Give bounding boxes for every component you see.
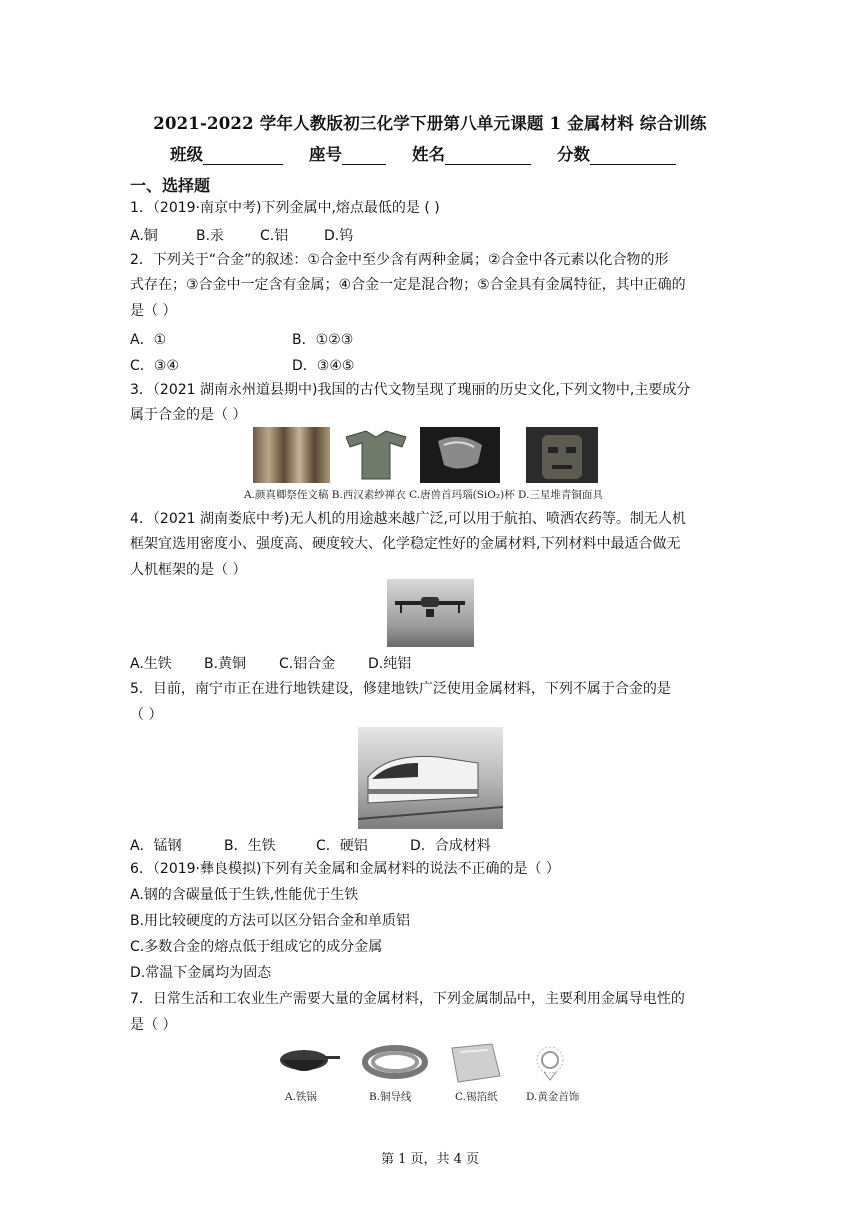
page-title: 2021-2022 学年人教版初三化学下册第八单元课题 1 金属材料 综合训练	[153, 114, 707, 133]
q5-options	[130, 835, 491, 855]
q1-option-c: C.铝	[260, 228, 289, 244]
q2-options-row1	[130, 329, 353, 349]
calligraphy-image	[253, 427, 330, 483]
name-label: 姓名	[412, 145, 445, 164]
q4-stem-line1: 4．（2021 湖南娄底中考)无人机的用途越来越广泛,可以用于航拍、喷洒农药等。制无人机	[130, 511, 686, 527]
q7-caption-a: A.铁锅	[285, 1091, 317, 1103]
q2-option-b: B．①②③	[292, 332, 354, 348]
q2-stem-line2: 式存在；③合金中一定含有金属；④合金一定是混合物；⑤合金具有金属特征，其中正确的	[130, 277, 686, 293]
score-field[interactable]	[590, 147, 676, 165]
q5-option-b: B．生铁	[224, 838, 276, 854]
name-field[interactable]	[445, 147, 531, 165]
q7-caption-b: B.铜导线	[369, 1091, 412, 1103]
wok-image	[276, 1042, 340, 1082]
gold-jewelry-image	[530, 1042, 570, 1082]
q3-stem-line1: 3．（2021 湖南永州道县期中)我国的古代文物呈现了瑰丽的历史文化,下列文物中,主要成分	[130, 382, 691, 398]
q1-stem: 1．（2019·南京中考)下列金属中,熔点最低的是 ( )	[130, 200, 440, 216]
seat-field[interactable]	[342, 147, 386, 165]
score-label: 分数	[557, 145, 590, 164]
q5-option-c: C．硬铝	[316, 838, 368, 854]
q5-stem-line2: （ ）	[130, 707, 163, 723]
bronze-mask-image	[526, 427, 598, 483]
q2-options-row2	[130, 355, 354, 375]
q6-stem: 6．（2019·彝良模拟)下列有关金属和金属材料的说法不正确的是（ ）	[130, 861, 560, 877]
q2-option-d: D．③④⑤	[292, 358, 355, 374]
q2-option-c: C．③④	[130, 358, 179, 374]
q1-options	[130, 225, 353, 245]
q1-option-d: D.钨	[324, 228, 354, 244]
class-label: 班级	[170, 145, 203, 164]
q2-option-a: A．①	[130, 332, 167, 348]
q3-image-caption: A.颜真卿祭侄文稿 B.西汉素纱禅衣 C.唐兽首玛瑙(SiO₂)杯 D.三星堆青铜面具	[244, 489, 603, 501]
q6-option-c: C.多数合金的熔点低于组成它的成分金属	[130, 939, 383, 955]
q5-option-d: D．合成材料	[410, 838, 491, 854]
q7-caption-d: D.黄金首饰	[526, 1091, 580, 1103]
q1-option-a: A.铜	[130, 228, 158, 244]
tin-foil-image	[448, 1042, 504, 1084]
q4-option-b: B.黄铜	[204, 656, 247, 672]
section-heading: 一、选择题	[130, 176, 211, 195]
q1-option-b: B.汞	[196, 228, 225, 244]
metro-train-image	[358, 727, 503, 829]
page-footer: 第 1 页，共 4 页	[380, 1152, 480, 1167]
q4-option-c: C.铝合金	[279, 656, 336, 672]
class-field[interactable]	[203, 147, 283, 165]
q2-stem-line3: 是（ ）	[130, 303, 177, 319]
q5-option-a: A．锰钢	[130, 838, 182, 854]
q4-option-d: D.纯铝	[368, 656, 412, 672]
q6-option-d: D.常温下金属均为固态	[130, 965, 272, 981]
copper-wire-image	[360, 1042, 430, 1082]
q4-option-a: A.生铁	[130, 656, 172, 672]
agate-cup-image	[420, 427, 500, 483]
silk-robe-image	[342, 427, 410, 483]
q4-options	[130, 653, 411, 673]
q6-option-a: A.钢的含碳量低于生铁,性能优于生铁	[130, 887, 359, 903]
q4-stem-line2: 框架宜选用密度小、强度高、硬度较大、化学稳定性好的金属材料,下列材料中最适合做无	[130, 536, 681, 552]
q7-images	[276, 1042, 570, 1084]
q5-stem-line1: 5．目前，南宁市正在进行地铁建设，修建地铁广泛使用金属材料，下列不属于合金的是	[130, 681, 671, 697]
q4-stem-line3: 人机框架的是（ ）	[130, 562, 247, 578]
q7-caption-c: C.锡箔纸	[455, 1091, 498, 1103]
q6-option-b: B.用比较硬度的方法可以区分铝合金和单质铝	[130, 913, 411, 929]
q3-stem-line2: 属于合金的是（ ）	[130, 407, 247, 423]
q2-stem-line1: 2．下列关于“合金”的叙述：①合金中至少含有两种金属；②合金中各元素以化合物的形	[130, 252, 669, 268]
q7-stem-line2: 是（ ）	[130, 1017, 177, 1033]
seat-label: 座号	[309, 145, 342, 164]
drone-image	[387, 579, 474, 647]
q7-stem-line1: 7．日常生活和工农业生产需要大量的金属材料，下列金属制品中，主要利用金属导电性的	[130, 991, 685, 1007]
q3-images	[253, 427, 598, 483]
student-info-row	[170, 141, 702, 165]
